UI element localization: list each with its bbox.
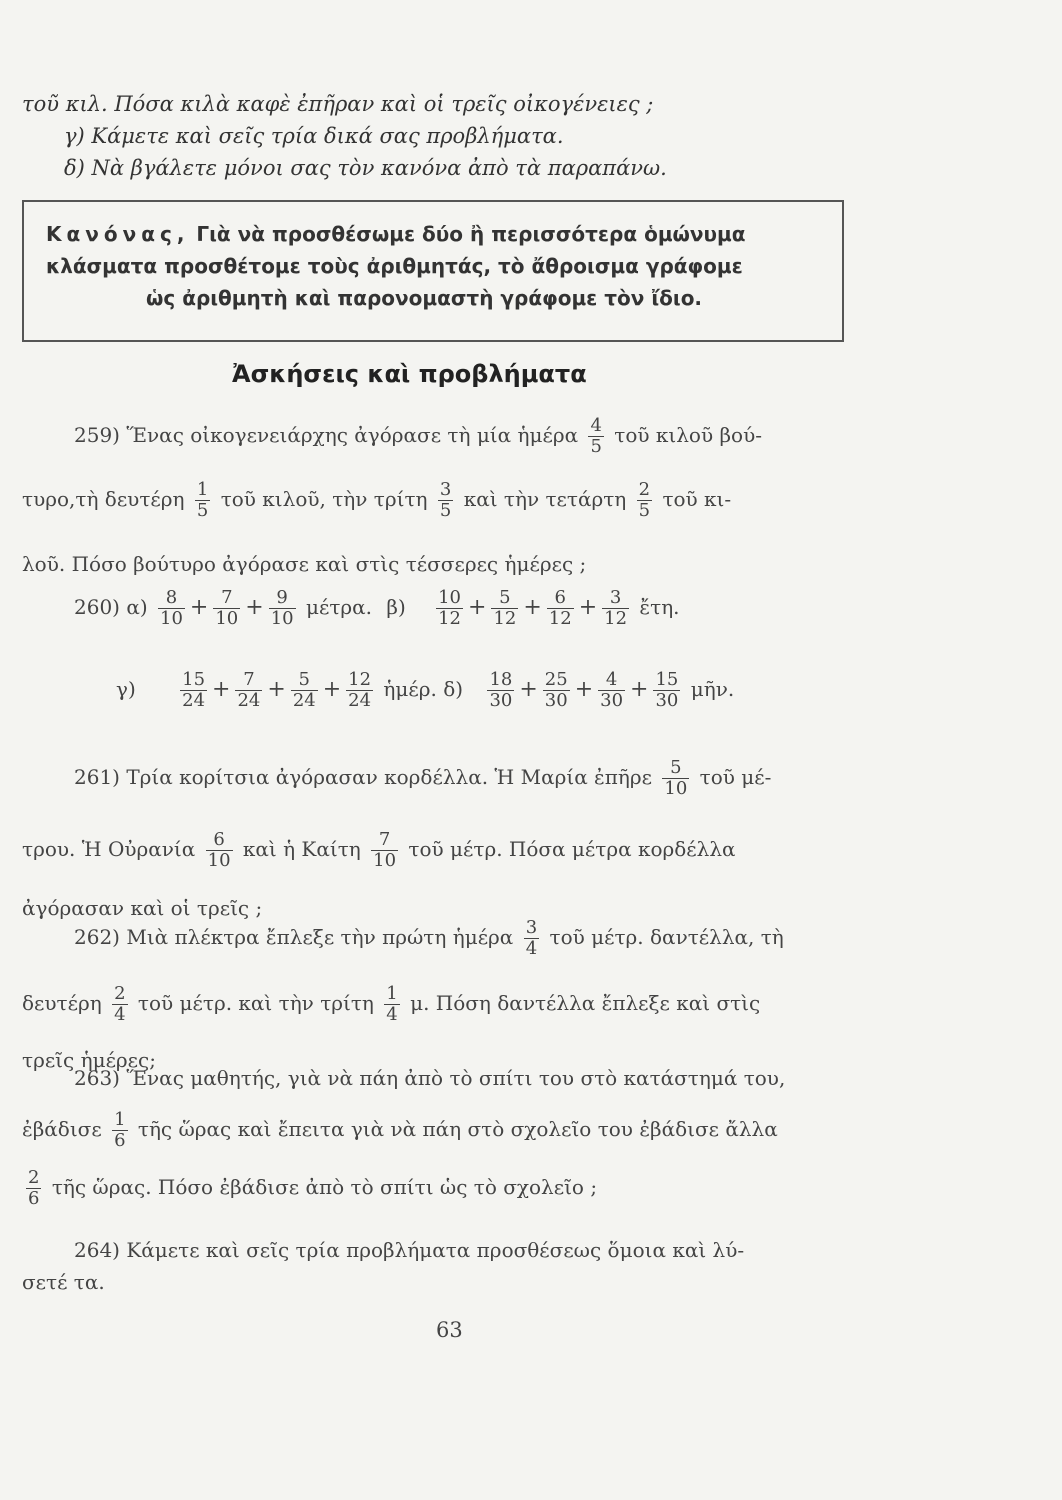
numerator: 2 xyxy=(638,479,651,500)
fraction xyxy=(438,480,453,521)
page-number: 63 xyxy=(436,1318,463,1342)
fraction xyxy=(547,588,574,629)
numerator: 5 xyxy=(298,669,310,690)
denominator: 5 xyxy=(196,500,209,522)
numerator: 9 xyxy=(276,587,288,608)
p262-line-3: τρεῖς ἡμέρες; xyxy=(22,1048,156,1072)
numerator: 4 xyxy=(605,669,618,690)
numerator: 3 xyxy=(525,917,538,938)
denominator: 24 xyxy=(182,690,206,712)
fraction xyxy=(195,480,210,521)
fraction xyxy=(291,670,318,711)
denominator: 4 xyxy=(386,1004,398,1026)
plus-sign: + xyxy=(578,595,598,621)
numerator: 3 xyxy=(439,479,452,500)
denominator: 12 xyxy=(604,608,628,630)
fraction xyxy=(653,670,680,711)
plus-sign: + xyxy=(630,677,649,703)
fraction xyxy=(491,588,518,629)
p262-text-d: τοῦ μέτρ. καὶ τὴν τρίτη xyxy=(137,991,374,1016)
intro-line-2: γ) Κάμετε καὶ σεῖς τρία δικά σας προβλήματα. xyxy=(64,124,564,148)
p260-label-c: γ) xyxy=(116,677,136,702)
fraction xyxy=(235,670,262,711)
fraction xyxy=(602,588,629,629)
p263-line-2 xyxy=(22,1110,778,1151)
p263-text-b: ἐβάδισε xyxy=(22,1117,102,1142)
rule-lead: Κανόνας, xyxy=(46,222,190,246)
fraction xyxy=(662,758,689,799)
denominator: 30 xyxy=(600,690,624,712)
p260-line-1 xyxy=(74,588,680,629)
plus-sign: + xyxy=(212,677,231,703)
p264-line-1: 264) Κάμετε καὶ σεῖς τρία προβλήματα προσθέσεως ὅμοια καὶ λύ- xyxy=(74,1238,745,1262)
p260-unit-a: μέτρα. xyxy=(305,595,373,620)
fraction xyxy=(436,588,463,629)
denominator: 24 xyxy=(348,690,372,712)
plus-sign: + xyxy=(245,595,264,621)
numerator: 1 xyxy=(114,1109,126,1130)
p261-text-e: τοῦ μέτρ. Πόσα μέτρα κορδέλλα xyxy=(408,837,736,862)
denominator: 10 xyxy=(215,608,239,630)
denominator: 10 xyxy=(373,850,397,872)
fraction xyxy=(112,1110,127,1151)
denominator: 12 xyxy=(548,608,572,630)
denominator: 5 xyxy=(590,436,602,458)
fraction xyxy=(371,830,398,871)
fraction xyxy=(637,480,652,521)
section-heading: Ἀσκήσεις καὶ προβλήματα xyxy=(232,360,587,388)
fraction xyxy=(269,588,296,629)
p263-line-3 xyxy=(22,1168,597,1209)
p261-line-3: ἀγόρασαν καὶ οἱ τρεῖς ; xyxy=(22,896,263,920)
rule-line-1 xyxy=(46,222,746,246)
denominator: 10 xyxy=(270,608,294,630)
denominator: 5 xyxy=(439,500,452,522)
denominator: 4 xyxy=(525,938,538,960)
p259-text-d: τοῦ κιλοῦ, τὴν τρίτη xyxy=(220,487,428,512)
denominator: 10 xyxy=(160,608,183,630)
denominator: 6 xyxy=(114,1130,126,1152)
plus-sign: + xyxy=(322,677,342,703)
p261-line-1 xyxy=(74,758,771,799)
p259-text-g: τοῦ κι- xyxy=(662,487,732,512)
denominator: 10 xyxy=(664,778,688,800)
fraction xyxy=(543,670,570,711)
p262-text-c: δευτέρη xyxy=(22,991,102,1016)
p260-label-d: δ) xyxy=(443,677,464,702)
denominator: 4 xyxy=(114,1004,126,1026)
denominator: 30 xyxy=(655,690,679,712)
numerator: 7 xyxy=(221,587,233,608)
denominator: 12 xyxy=(493,608,517,630)
denominator: 24 xyxy=(237,690,261,712)
fraction xyxy=(180,670,207,711)
p259-text-e: καὶ τὴν τετάρτη xyxy=(463,487,627,512)
numerator: 3 xyxy=(609,587,622,608)
p264-line-2: σετέ τα. xyxy=(22,1270,105,1294)
numerator: 15 xyxy=(182,669,206,690)
numerator: 5 xyxy=(670,757,682,778)
fraction xyxy=(598,670,625,711)
fraction xyxy=(206,830,233,871)
plus-sign: + xyxy=(267,677,286,703)
denominator: 24 xyxy=(292,690,316,712)
p259-text-a: 259) Ἕνας οἰκογενειάρχης ἀγόρασε τὴ μία ἡμέρα xyxy=(74,423,579,448)
denominator: 30 xyxy=(544,690,568,712)
numerator: 6 xyxy=(213,829,225,850)
p263-text-d: τῆς ὥρας. Πόσο ἐβάδισε ἀπὸ τὸ σπίτι ὡς τὸ σχολεῖο ; xyxy=(51,1175,598,1200)
plus-sign: + xyxy=(523,595,542,621)
numerator: 6 xyxy=(554,587,566,608)
rule-line-3: ὡς ἀριθμητὴ καὶ παρονομαστὴ γράφομε τὸν ἴδιο. xyxy=(146,286,703,310)
numerator: 12 xyxy=(348,669,372,690)
denominator: 5 xyxy=(638,500,651,522)
p259-text-b: τοῦ κιλοῦ βού- xyxy=(614,423,763,448)
numerator: 25 xyxy=(544,669,568,690)
p259-line-3: λοῦ. Πόσο βούτυρο ἀγόρασε καὶ στὶς τέσσερες ἡμέρες ; xyxy=(22,552,587,576)
p262-text-b: τοῦ μέτρ. δαντέλλα, τὴ xyxy=(549,925,784,950)
p261-line-2 xyxy=(22,830,736,871)
p262-line-1 xyxy=(74,918,784,959)
fraction xyxy=(158,588,185,629)
fraction xyxy=(26,1168,41,1209)
fraction xyxy=(384,984,399,1025)
intro-line-1: τοῦ κιλ. Πόσα κιλὰ καφὲ ἐπῆραν καὶ οἱ τρεῖς οἰκογένειες ; xyxy=(22,92,654,116)
p260-unit-b: ἔτη. xyxy=(639,595,680,620)
fraction xyxy=(487,670,514,711)
numerator: 1 xyxy=(196,479,209,500)
numerator: 1 xyxy=(386,983,398,1004)
numerator: 7 xyxy=(378,829,391,850)
p260-label: 260) α) xyxy=(74,595,148,620)
p262-line-2 xyxy=(22,984,760,1025)
plus-sign: + xyxy=(189,595,209,621)
numerator: 7 xyxy=(243,669,255,690)
p262-text-a: 262) Μιὰ πλέκτρα ἔπλεξε τὴν πρώτη ἡμέρα xyxy=(74,925,514,950)
p263-line-1: 263) Ἕνας μαθητής, γιὰ νὰ πάη ἀπὸ τὸ σπίτι του στὸ κατάστημά του, xyxy=(74,1066,786,1090)
p259-text-c: τυρο,τὴ δευτέρη xyxy=(22,487,185,512)
fraction xyxy=(524,918,539,959)
plus-sign: + xyxy=(574,677,594,703)
rule-text-1: Γιὰ νὰ προσθέσωμε δύο ἢ περισσότερα ὁμώνυμα xyxy=(196,222,746,246)
fraction xyxy=(213,588,240,629)
numerator: 10 xyxy=(438,587,462,608)
numerator: 8 xyxy=(165,587,178,608)
p261-text-c: τρου. Ἡ Οὐρανία xyxy=(22,837,196,862)
p261-text-b: τοῦ μέ- xyxy=(699,765,772,790)
plus-sign: + xyxy=(468,595,487,621)
numerator: 18 xyxy=(489,669,513,690)
numerator: 2 xyxy=(28,1167,40,1188)
numerator: 15 xyxy=(655,669,679,690)
p260-line-2 xyxy=(116,670,734,711)
fraction xyxy=(112,984,127,1025)
intro-line-3: δ) Νὰ βγάλετε μόνοι σας τὸν κανόνα ἀπὸ τὰ παραπάνω. xyxy=(64,156,667,180)
numerator: 4 xyxy=(590,415,602,436)
p263-text-c: τῆς ὥρας καὶ ἔπειτα γιὰ νὰ πάη στὸ σχολεῖο του ἐβάδισε ἄλλα xyxy=(137,1117,778,1142)
p261-text-d: καὶ ἡ Καίτη xyxy=(242,837,361,862)
p259-line-2 xyxy=(22,480,731,521)
p262-text-e: μ. Πόση δαντέλλα ἔπλεξε καὶ στὶς xyxy=(410,991,761,1016)
p259-line-1 xyxy=(74,416,762,457)
denominator: 6 xyxy=(28,1188,40,1210)
p260-unit-c: ἡμέρ. xyxy=(383,677,437,702)
rule-line-2: κλάσματα προσθέτομε τοὺς ἀριθμητάς, τὸ ἄθροισμα γράφομε xyxy=(46,254,743,278)
numerator: 2 xyxy=(114,983,126,1004)
fraction xyxy=(588,416,603,457)
plus-sign: + xyxy=(519,677,538,703)
denominator: 12 xyxy=(438,608,462,630)
denominator: 10 xyxy=(207,850,231,872)
fraction xyxy=(346,670,373,711)
p260-label-b: β) xyxy=(386,595,406,620)
p261-text-a: 261) Τρία κορίτσια ἀγόρασαν κορδέλλα. Ἡ Μαρία ἐπῆρε xyxy=(74,765,653,790)
denominator: 30 xyxy=(489,690,513,712)
p260-unit-d: μῆν. xyxy=(690,677,735,702)
numerator: 5 xyxy=(499,587,511,608)
